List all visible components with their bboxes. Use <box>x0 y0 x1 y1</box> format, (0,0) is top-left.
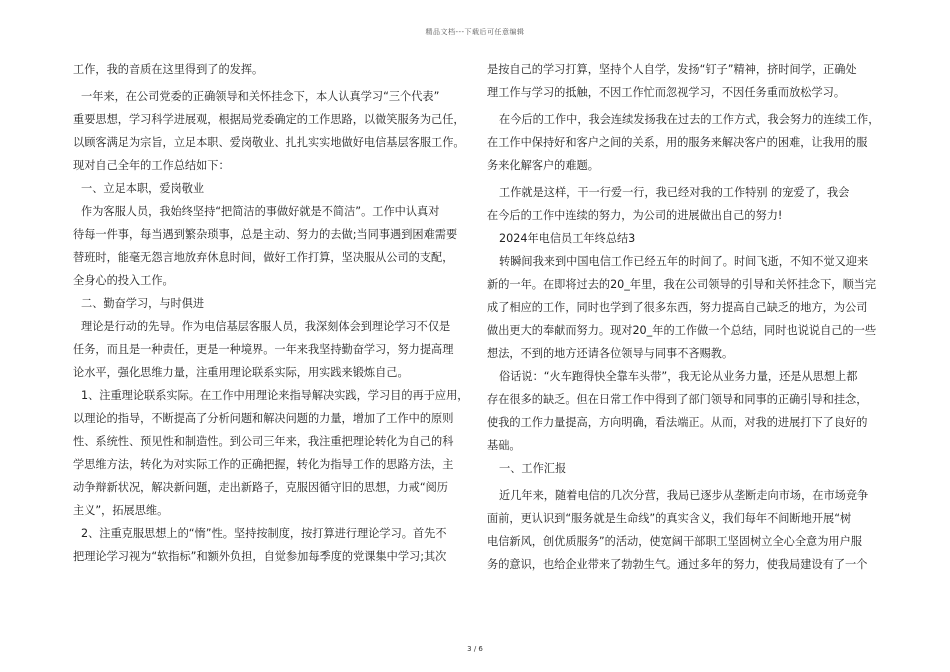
paragraph-line: 把理论学习视为“软指标”和额外负担，自觉参加每季度的党课集中学习;其次 <box>73 550 447 563</box>
paragraph-line: 俗话说：“火车跑得快全靠车头带”，我无论从业务力量，还是从思想上都 <box>499 370 858 383</box>
page-header: 精品文档---下载后可任意编辑 <box>425 28 525 36</box>
paragraph-line: 面前，更认识到“服务就是生命线”的真实含义，我们每年不间断地开展“树 <box>487 512 852 525</box>
paragraph-line: 待每一件事，每当遇到繁杂琐事，总是主动、努力的去做;当同事遇到困难需要 <box>73 228 458 241</box>
paragraph-line: 工作就是这样，干一行爱一行，我已经对我的工作特别 的宠爱了，我会 <box>499 186 850 199</box>
page-number: 3 / 6 <box>467 645 483 653</box>
paragraph-line: 重要思想，学习科学进展观，根据局党委确定的工作思路，以微笑服务为己任， <box>73 113 465 126</box>
paragraph-line: 存在很多的缺乏。但在日常工作中得到了部门领导和同事的正确引导和挂念， <box>487 393 868 406</box>
paragraph-line: 动争辩新状况，解决新问题，走出新路子，克服因循守旧的思想，力戒“阅历 <box>73 481 448 494</box>
paragraph-line: 在今后的工作中，我会连续发扬我在过去的工作方式，我会努力的连续工作， <box>499 113 880 126</box>
paragraph-line: 务的意识，也给企业带来了勃勃生气。通过多年的努力，使我局建设有了一个 <box>487 558 868 571</box>
paragraph-line: 近几年来，随着电信的几次分营，我局已逐步从垄断走向市场，在市场竞争 <box>499 489 869 502</box>
paragraph-line: 是按自己的学习打算，坚持个人自学，发扬“钉子”精神，挤时间学，正确处 <box>487 63 857 76</box>
paragraph-line: 任务，而且是一种责任，更是一种境界。一年来我坚持勤奋学习，努力提高理 <box>73 343 454 356</box>
section-heading: 二、勤奋学习，与时俱进 <box>81 297 205 310</box>
paragraph-line: 替班时，能毫无怨言地放弃休息时间，做好工作打算，坚决服从公司的支配， <box>73 251 454 264</box>
paragraph-line: 新的一年。在即将过去的20_年里，我在公司领导的引导和关怀挂念下，顺当完 <box>487 278 877 291</box>
paragraph-line: 作为客服人员，我始终坚持“把简洁的事做好就是不简洁”。工作中认真对 <box>81 205 440 218</box>
paragraph-line: 全身心的投入工作。 <box>73 274 174 287</box>
paragraph-line: 一年来，在公司党委的正确领导和关怀挂念下，本人认真学习“三个代表” <box>81 90 440 103</box>
section-title: 2024年电信员工年终总结3 <box>499 232 636 245</box>
left-text-column <box>73 58 469 568</box>
paragraph-line: 使我的工作力量提高，方向明确，看法端正。从而，对我的进展打下了良好的 <box>487 416 868 429</box>
right-text-column <box>487 58 880 576</box>
paragraph-line: 电信新风，创优质服务”的活动，使宽阔干部职工坚固树立全心全意为用户服 <box>487 535 862 548</box>
paragraph-line: 做出更大的奉献而努力。现对20_年的工作做一个总结，同时也说说自己的一些 <box>487 324 877 337</box>
paragraph-line: 基础。 <box>487 439 521 452</box>
paragraph-line: 成了相应的工作，同时也学到了很多东西，努力提高自己缺乏的地方，为公司 <box>487 301 868 314</box>
paragraph-line: 以理论的指导，不断提高了分析问题和解决问题的力量，增加了工作中的原则 <box>73 412 454 425</box>
paragraph-line: 论水平，强化思维力量，注重用理论联系实际，用实践来锻炼自己。 <box>73 366 409 379</box>
paragraph-line: 学思维方法，转化为对实际工作的正确把握，转化为指导工作的思路方法，主 <box>73 458 454 471</box>
paragraph-line: 1、注重理论联系实际。在工作中用理论来指导解决实践，学习目的再于应用， <box>81 389 469 402</box>
paragraph-line: 现对自己全年的工作总结如下： <box>73 159 230 172</box>
paragraph-line: 以顾客满足为宗旨，立足本职、爱岗敬业、扎扎实实地做好电信基层客服工作。 <box>73 136 465 149</box>
paragraph-line: 2、注重克服思想上的“惰”性。坚持按制度，按打算进行理论学习。首先不 <box>81 527 447 540</box>
paragraph-line: 理论是行动的先导。作为电信基层客服人员，我深刻体会到理论学习不仅是 <box>81 320 451 333</box>
paragraph-line: 在今后的工作中连续的努力，为公司的进展做出自己的努力! <box>487 209 783 222</box>
paragraph-line: 转瞬间我来到中国电信工作已经五年的时间了。时间飞逝，不知不觉又迎来 <box>499 255 869 268</box>
paragraph-line: 想法，不到的地方还请各位领导与同事不吝赐教。 <box>487 347 734 360</box>
section-heading: 一、立足本职，爱岗敬业 <box>81 182 205 195</box>
paragraph-line: 工作，我的音质在这里得到了的发挥。 <box>73 63 264 76</box>
paragraph-line: 性、系统性、预见性和制造性。到公司三年来，我注重把理论转化为自己的科 <box>73 435 454 448</box>
paragraph-line: 理工作与学习的抵触，不因工作忙而忽视学习，不因任务重而放松学习。 <box>487 86 846 99</box>
paragraph-line: 在工作中保持好和客户之间的关系，用的服务来解决客户的困难，让我用的服 <box>487 136 868 149</box>
paragraph-line: 主义”，拓展思维。 <box>73 504 169 517</box>
paragraph-line: 务来化解客户的难题。 <box>487 159 599 172</box>
section-heading: 一、工作汇报 <box>499 462 567 475</box>
